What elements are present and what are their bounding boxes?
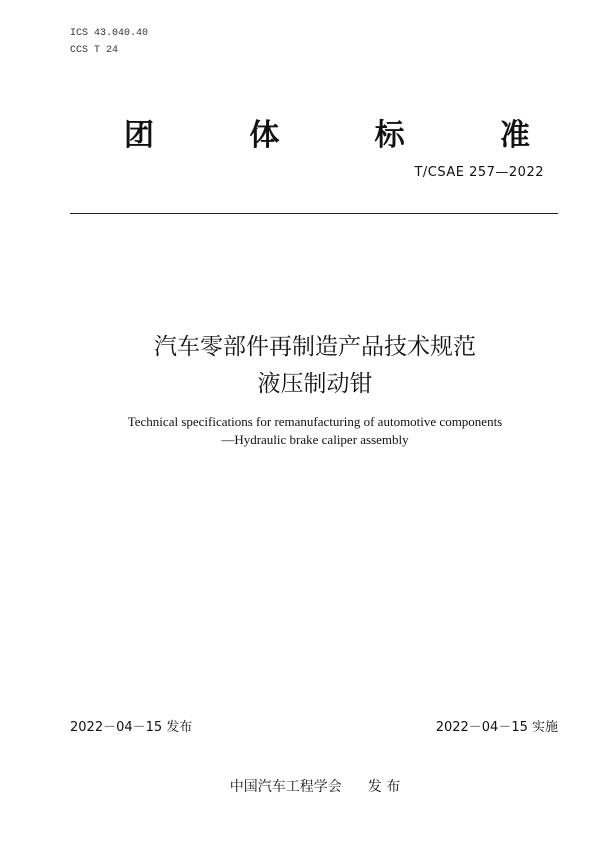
standard-type-char: 体 (249, 118, 280, 153)
header-divider (70, 213, 558, 214)
standard-type-char: 团 (124, 118, 154, 153)
title-english-line-2: —Hydraulic brake caliper assembly (221, 432, 409, 447)
ics-code: ICS 43.040.40 (70, 28, 149, 39)
standard-number: T/CSAE 257—2022 (414, 165, 544, 180)
publish-date: 2022－04－15 发布 (70, 720, 193, 735)
ccs-code: CCS T 24 (70, 45, 119, 56)
title-english-line-1: Technical specifications for remanufacturing of automotive components (127, 414, 503, 429)
standard-type-char: 标 (374, 118, 405, 153)
standard-type-char: 准 (499, 118, 530, 153)
title-chinese-line-2: 液压制动钳 (257, 371, 373, 397)
publisher-action: 发 布 (367, 779, 401, 795)
implementation-date: 2022－04－15 实施 (435, 720, 558, 735)
publisher-line (0, 776, 600, 796)
standard-type-heading (0, 110, 600, 154)
title-chinese-line-1: 汽车零部件再制造产品技术规范 (154, 334, 476, 360)
publisher-name: 中国汽车工程学会 (229, 779, 342, 795)
